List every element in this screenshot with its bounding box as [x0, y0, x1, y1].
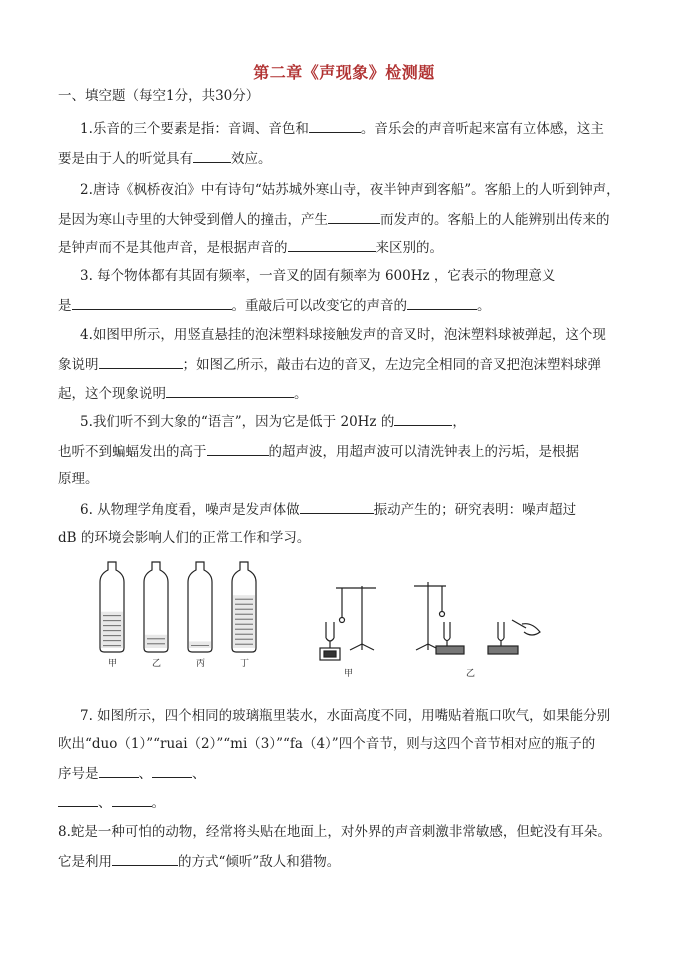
- question-3-line-1: 3. 每个物体都有其固有频率，一音叉的固有频率为 600Hz ，它表示的物理意义: [80, 268, 556, 284]
- question-4-line-3: [58, 383, 638, 404]
- page-title: 第二章《声现象》检测题: [253, 63, 435, 82]
- tuning-fork-figure: [316, 578, 548, 678]
- q1-text-c: 要是由于人的听觉具有: [58, 151, 193, 167]
- q7-text-e: 、: [192, 766, 206, 782]
- answer-blank[interactable]: [328, 209, 380, 224]
- question-7-line-1: 7. 如图所示，四个相同的玻璃瓶里装水，水面高度不同，用嘴贴着瓶口吹气，如果能分别: [80, 708, 611, 724]
- question-3-line-2: [58, 295, 638, 316]
- q6-text-a: 6. 从物理学角度看，噪声是发声体做: [80, 502, 300, 518]
- q3-text-b: 是: [58, 298, 72, 314]
- answer-blank[interactable]: [99, 354, 183, 369]
- q2-text-e: 来区别的。: [375, 240, 443, 256]
- bottle: [144, 562, 168, 652]
- question-4-line-1: 4.如图甲所示，用竖直悬挂的泡沫塑料球接触发声的音叉时，泡沫塑料球被弹起，这个现: [80, 327, 606, 343]
- q4-text-d: 起，这个现象说明: [58, 386, 166, 402]
- q1-text-a: 1.乐音的三个要素是指：音调、音色和: [80, 121, 309, 137]
- question-6-line-2: dB 的环境会影响人们的正常工作和学习。: [58, 530, 311, 546]
- bottle-label: 丁: [240, 659, 250, 669]
- answer-blank[interactable]: [99, 763, 139, 778]
- question-1-line-2: [58, 148, 638, 169]
- answer-blank[interactable]: [112, 851, 178, 866]
- bottle: [100, 562, 124, 652]
- question-5-line-1: [80, 411, 660, 432]
- water-fill: [145, 635, 167, 648]
- bottles-figure: [96, 560, 276, 680]
- water-fill: [101, 612, 123, 648]
- q3-text-d: 。: [477, 298, 491, 314]
- answer-blank[interactable]: [207, 441, 269, 456]
- q5-text-a: 5.我们听不到大象的“语言”，因为它是低于 20Hz 的: [80, 414, 395, 430]
- q4-text-b: 象说明: [58, 357, 99, 373]
- q1-text-d: 效应。: [231, 151, 272, 167]
- q8-text-b: 它是利用: [58, 854, 112, 870]
- bottle-label: 乙: [152, 659, 162, 669]
- bottles-drawing: [96, 560, 276, 664]
- bottle-outline: [188, 562, 212, 652]
- question-4-line-2: [58, 354, 638, 375]
- question-2-line-2: [58, 209, 638, 230]
- question-8-line-1: 8.蛇是一种可怕的动物，经常将头贴在地面上，对外界的声音刺激非常敏感，但蛇没有耳朵。: [58, 824, 611, 840]
- fork-label: 甲: [344, 669, 354, 679]
- q7-text-g: 。: [151, 795, 165, 811]
- answer-blank[interactable]: [309, 118, 361, 133]
- question-1-line-1: [80, 118, 660, 139]
- q7-text-d: 、: [138, 766, 152, 782]
- q5-text-d: 的超声波，用超声波可以清洗钟表上的污垢，是根据: [268, 444, 579, 460]
- q7-text-c: 序号是: [58, 766, 99, 782]
- question-2-line-1: 2.唐诗《枫桥夜泊》中有诗句“姑苏城外寒山寺，夜半钟声到客船”。客船上的人听到钟声，: [80, 182, 620, 198]
- question-2-line-3: [58, 237, 638, 258]
- fork-label: 乙: [466, 669, 476, 679]
- answer-blank[interactable]: [72, 295, 232, 310]
- question-7-line-4: [58, 792, 638, 813]
- answer-blank[interactable]: [300, 499, 374, 514]
- answer-blank[interactable]: [166, 383, 294, 398]
- q4-text-c: ；如图乙所示，敲击右边的音叉，左边完全相同的音叉把泡沫塑料球弹: [182, 357, 601, 373]
- question-8-line-2: [58, 851, 638, 872]
- question-6-line-1: [80, 499, 660, 520]
- q4-text-e: 。: [294, 386, 308, 402]
- answer-blank[interactable]: [193, 148, 231, 163]
- question-7-line-2: 吹出“duo（1）”“ruai（2）”“mi（3）”“fa（4）”四个音节，则与这四个音节相对应的瓶子的: [58, 736, 596, 752]
- q8-text-c: 的方式“倾听”敌人和猎物。: [178, 854, 341, 870]
- q2-text-d: 是钟声而不是其他声音，是根据声音的: [58, 240, 288, 256]
- answer-blank[interactable]: [407, 295, 477, 310]
- answer-blank[interactable]: [58, 792, 98, 807]
- q6-text-b: 振动产生的；研究表明：噪声超过: [373, 502, 577, 518]
- q3-text-c: 。重敲后可以改变它的声音的: [231, 298, 407, 314]
- q5-text-c: 也听不到蝙蝠发出的高于: [58, 444, 207, 460]
- answer-blank[interactable]: [288, 237, 376, 252]
- question-5-line-3: 原理。: [58, 471, 99, 487]
- answer-blank[interactable]: [112, 792, 152, 807]
- q5-text-b: ，: [452, 414, 466, 430]
- answer-blank[interactable]: [152, 763, 192, 778]
- bottle-label: 甲: [108, 659, 118, 669]
- q1-text-b: 。音乐会的声音听起来富有立体感，这主: [360, 121, 604, 137]
- bottle-label: 丙: [196, 659, 206, 669]
- q2-text-b: 是因为寒山寺里的大钟受到僧人的撞击，产生: [58, 212, 328, 228]
- tuning-fork-drawing: [316, 578, 548, 666]
- question-7-line-3: [58, 763, 638, 784]
- bottle: [188, 562, 212, 652]
- question-5-line-2: [58, 441, 638, 462]
- q7-text-f: 、: [98, 795, 112, 811]
- answer-blank[interactable]: [394, 411, 452, 426]
- q2-text-c: 而发声的。客船上的人能辨别出传来的: [380, 212, 610, 228]
- water-fill: [233, 595, 255, 648]
- bottle: [232, 562, 256, 652]
- section-heading: 一、填空题（每空1分，共30分）: [58, 88, 260, 104]
- water-fill: [189, 641, 211, 648]
